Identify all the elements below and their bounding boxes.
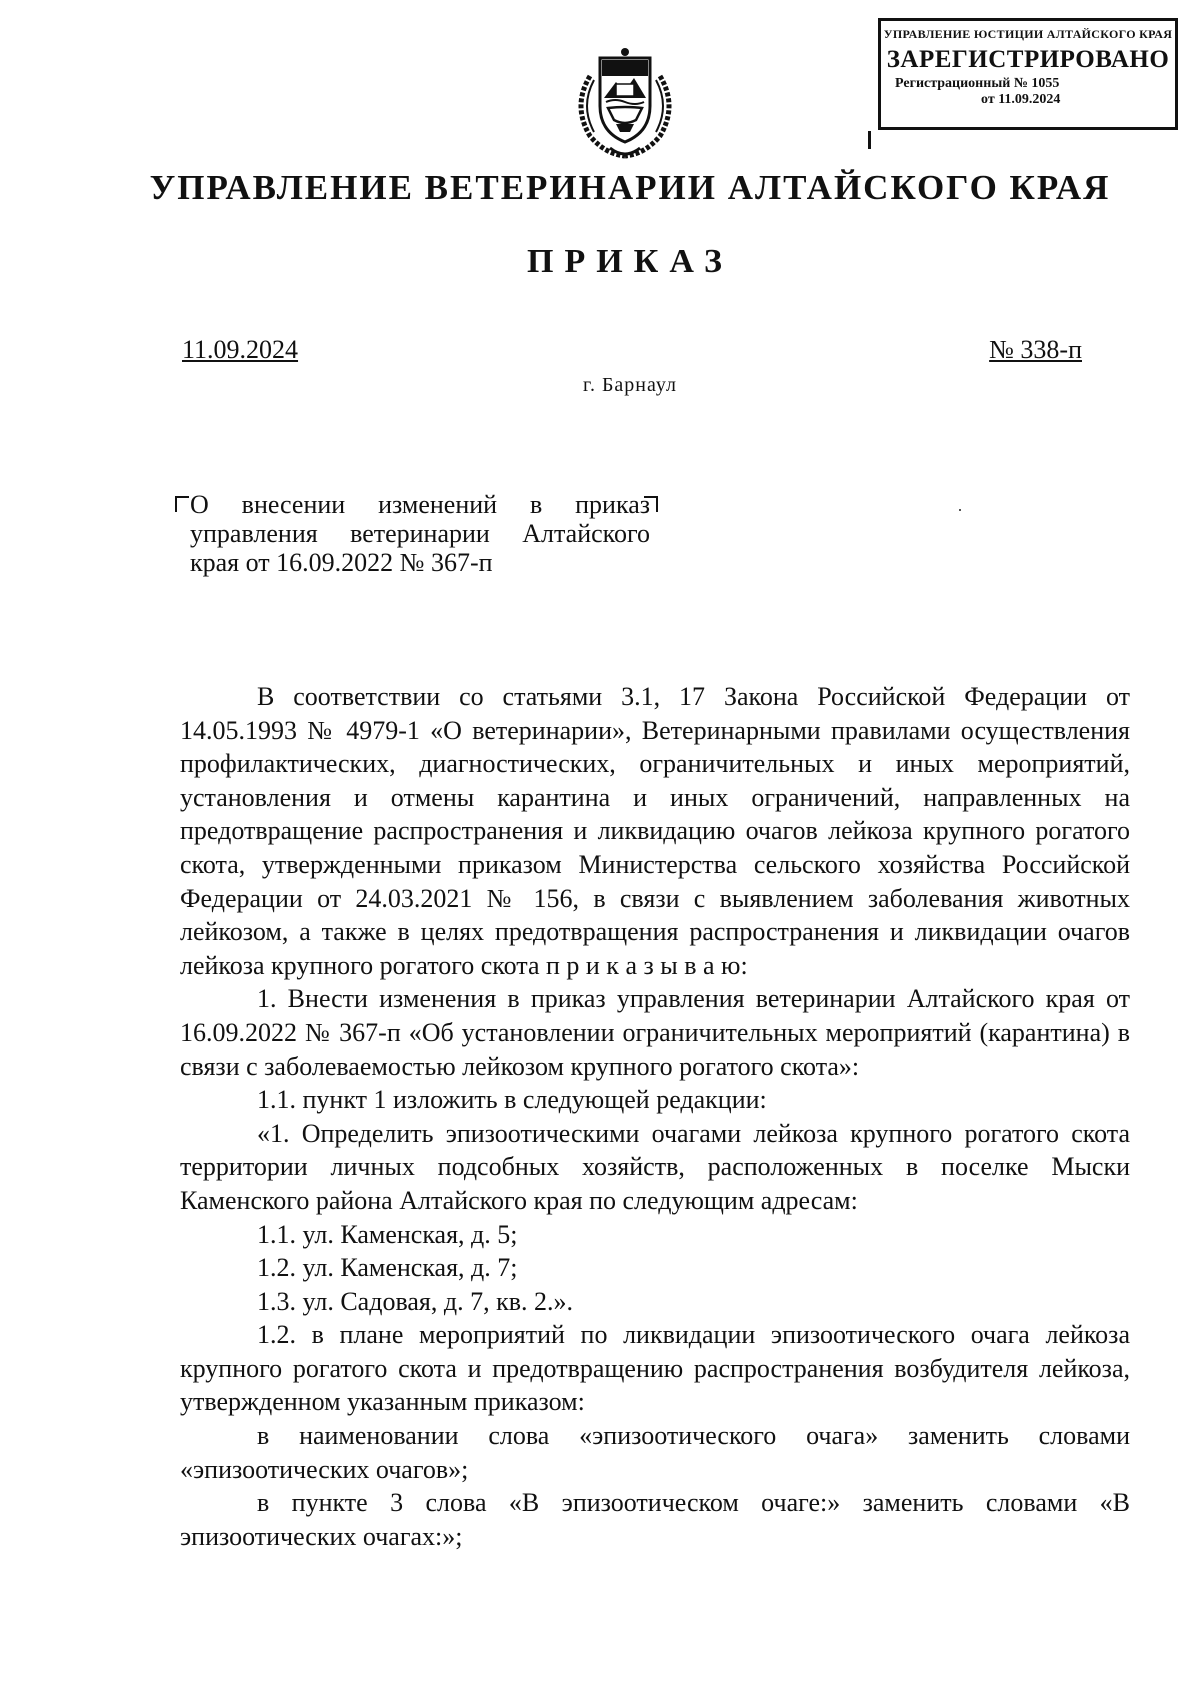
- stamp-reg-number-row: [881, 76, 1175, 92]
- order-number: № 338-п: [989, 335, 1082, 364]
- order-city: г. Барнаул: [583, 374, 677, 396]
- stamp-org: УПРАВЛЕНИЕ ЮСТИЦИИ АЛТАЙСКОГО КРАЯ: [883, 27, 1173, 41]
- stamp-date-label: от: [981, 92, 995, 107]
- registration-stamp: [878, 18, 1178, 130]
- body-paragraph: 1.1. пункт 1 изложить в следующей редакции:: [257, 1085, 767, 1115]
- body-paragraph: «1. Определить эпизоотическими очагами лейкоза крупного рогатого скота территории личных подсобных хозяйств, расположенных в поселке Мыски Каменского района Алтайского края по следующим адресам:: [180, 1118, 1130, 1215]
- altai-krai-coat-of-arms-icon: [560, 36, 690, 166]
- stamp-reg-number: 1055: [1031, 76, 1060, 91]
- body-paragraph: 1.2. ул. Каменская, д. 7;: [257, 1253, 518, 1283]
- stamp-date: 11.09.2024: [998, 92, 1061, 107]
- agency-title: УПРАВЛЕНИЕ ВЕТЕРИНАРИИ АЛТАЙСКОГО КРАЯ: [149, 168, 1111, 207]
- order-body: [180, 680, 1130, 1553]
- body-paragraph: 1.3. ул. Садовая, д. 7, кв. 2.».: [257, 1286, 574, 1316]
- subject-corner-left: [175, 496, 189, 512]
- body-paragraph: 1.2. в плане мероприятий по ликвидации эпизоотического очага лейкоза крупного рогатого скота и предотвращению распространения возбудителя лейкоза, утвержденном указанным приказом:: [180, 1320, 1130, 1417]
- stamp-reg-label: Регистрационный №: [895, 76, 1028, 91]
- subject-line-3: края от 16.09.2022 № 367-п: [190, 548, 493, 577]
- stamp-edge-mark: [868, 131, 871, 149]
- order-date: 11.09.2024: [182, 335, 299, 364]
- stamp-date-row: [881, 92, 1175, 108]
- subject-line-2: управления ветеринарии Алтайского: [190, 519, 650, 548]
- body-paragraph: в пункте 3 слова «В эпизоотическом очаге:» заменить словами «В эпизоотических очагах:»;: [180, 1488, 1130, 1551]
- body-paragraph: 1.1. ул. Каменская, д. 5;: [257, 1219, 518, 1249]
- body-paragraph: в наименовании слова «эпизоотического очага» заменить словами «эпизоотических очагов»;: [180, 1421, 1130, 1484]
- subject-line-1: О внесении изменений в приказ: [190, 490, 650, 519]
- document-type: ПРИКАЗ: [527, 243, 733, 280]
- stamp-status: ЗАРЕГИСТРИРОВАНО: [886, 46, 1170, 73]
- order-subject: [190, 490, 650, 577]
- subject-corner-right: [644, 496, 658, 512]
- body-paragraph: В соответствии со статьями 3.1, 17 Закона Российской Федерации от 14.05.1993 № 4979-1 «О ветеринарии», Ветеринарными правилами осуществления профилактических, диагностических, ограничительных и иных мероприятий, установления и отмены карантина и иных ограничений, направленных на предотвращение распространения и ликвидацию очагов лейкоза крупного рогатого скота, утвержденными приказом Министерства сельского хозяйства Российской Федерации от 24.03.2021 № 156, в связи с выявлением заболевания животных лейкозом, а также в целях предотвращения распространения и ликвидации очагов лейкоза крупного рогатого скота п р и к а з ы в а ю:: [180, 682, 1130, 980]
- body-paragraph: 1. Внести изменения в приказ управления ветеринарии Алтайского края от 16.09.2022 № 367-п «Об установлении ограничительных мероприятий (карантина) в связи с заболеваемостью лейкозом крупного рогатого скота»:: [180, 984, 1130, 1081]
- scan-speck: [959, 509, 961, 511]
